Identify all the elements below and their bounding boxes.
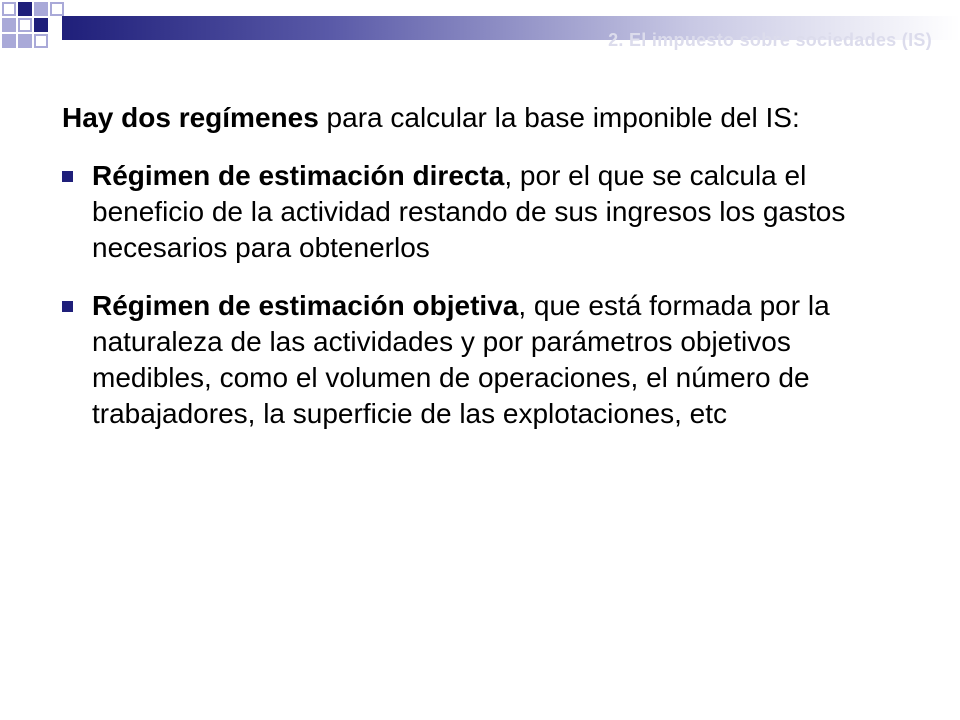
decor-square <box>18 18 32 32</box>
decor-square <box>34 2 48 16</box>
square-bullet-icon <box>62 171 73 182</box>
decor-square <box>2 34 16 48</box>
decor-square <box>18 2 32 16</box>
decor-square <box>50 2 64 16</box>
intro-paragraph <box>62 100 882 136</box>
intro-text: para calcular la base imponible del IS: <box>318 102 800 133</box>
decor-square <box>18 34 32 48</box>
decor-square <box>34 18 48 32</box>
square-bullet-icon <box>62 301 73 312</box>
bullet-bold-text: Régimen de estimación objetiva <box>92 290 519 321</box>
intro-bold-text: Hay dos regímenes <box>62 102 319 133</box>
list-item <box>62 288 882 432</box>
slide-content <box>62 100 882 454</box>
list-item <box>62 158 882 266</box>
decor-square <box>2 18 16 32</box>
bullet-bold-text: Régimen de estimación directa <box>92 160 505 191</box>
bullet-text: , que está formada por la naturaleza de las actividades y por parámetros objetivos medibles, como el volumen de operaciones, el número de trabajadores, la superficie de las explotaciones, etc <box>92 290 830 429</box>
bullet-list <box>62 158 882 432</box>
decor-square <box>2 2 16 16</box>
bullet-text: , por el que se calcula el beneficio de la actividad restando de sus ingresos los gastos necesarios para obtenerlos <box>92 160 846 263</box>
slide-header-title: 2. El impuesto sobre sociedades (IS) <box>608 30 932 50</box>
decor-square <box>34 34 48 48</box>
